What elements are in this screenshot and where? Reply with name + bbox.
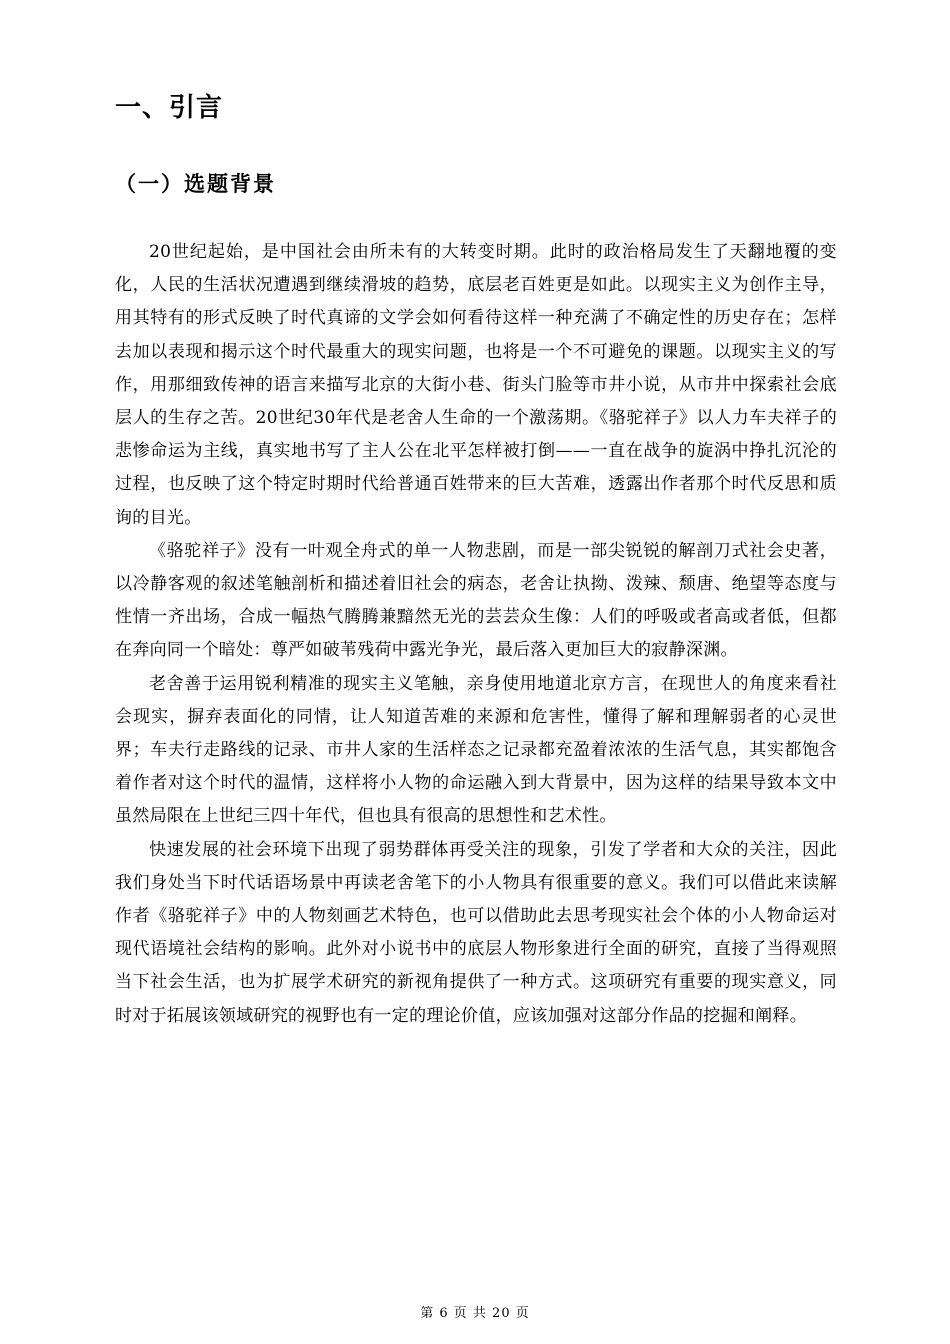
paragraph: 20世纪起始，是中国社会由所未有的大转变时期。此时的政治格局发生了天翻地覆的变化，人民的生活状况遭遇到继续滑坡的趋势，底层老百姓更是如此。以现实主义为创作主导，用其特有的形式反映了时代真谛的文学会如何看待这样一种充满了不确定性的历史存在；怎样去加以表现和揭示这个时代最重大的现实问题，也将是一个不可避免的课题。以现实主义的写作，用那细致传神的语言来描写北京的大街小巷、街头门脸等市井小说，从市井中探索社会底层人的生存之苦。20世纪30年代是老舍人生命的一个激荡期。《骆驼祥子》以人力车夫祥子的悲惨命运为主线，真实地书写了主人公在北平怎样被打倒——一直在战争的旋涡中挣扎沉沦的过程，也反映了这个特定时期时代给普通百姓带来的巨大苦难，透露出作者那个时代反思和质询的目光。 xyxy=(115,242,837,528)
page-number-footer: 第 6 页 共 20 页 xyxy=(420,1306,530,1321)
paragraph: 快速发展的社会环境下出现了弱势群体再受关注的现象，引发了学者和大众的关注，因此我们身处当下时代话语场景中再读老舍笔下的小人物具有很重要的意义。我们可以借此来读解作者《骆驼祥子》中的人物刻画艺术特色，也可以借助此去思考现实社会个体的小人物命运对现代语境社会结构的影响。此外对小说书中的底层人物形象进行全面的研究，直接了当得观照当下社会生活，也为扩展学术研究的新视角提供了一种方式。这项研究有重要的现实意义，同时对于拓展该领域研究的视野也有一定的理论价值，应该加强对这部分作品的挖掘和阐释。 xyxy=(115,839,837,1026)
body-text xyxy=(115,236,837,1033)
section-heading: （一）选题背景 xyxy=(115,172,276,196)
paragraph: 《骆驼祥子》没有一叶观全舟式的单一人物悲剧，而是一部尖锐锐的解剖刀式社会史著，以冷静客观的叙述笔触剖析和描述着旧社会的病态，老舍让执拗、泼辣、颓唐、绝望等态度与性情一齐出场，合成一幅热气腾腾兼黯然无光的芸芸众生像：人们的呼吸或者高或者低，但都在奔向同一个暗处：尊严如破苇残荷中露光争光，最后落入更加巨大的寂静深渊。 xyxy=(115,540,837,661)
chapter-heading: 一、引言 xyxy=(115,93,224,123)
paragraph: 老舍善于运用锐利精准的现实主义笔触，亲身使用地道北京方言，在现世人的角度来看社会现实，摒弃表面化的同情，让人知道苦难的来源和危害性，懂得了解和理解弱者的心灵世界；车夫行走路线的记录、市井人家的生活样态之记录都充盈着浓浓的生活气息，其实都饱含着作者对这个时代的温情，这样将小人物的命运融入到大背景中，因为这样的结果导致本文中虽然局限在上世纪三四十年代，但也具有很高的思想性和艺术性。 xyxy=(115,673,837,827)
